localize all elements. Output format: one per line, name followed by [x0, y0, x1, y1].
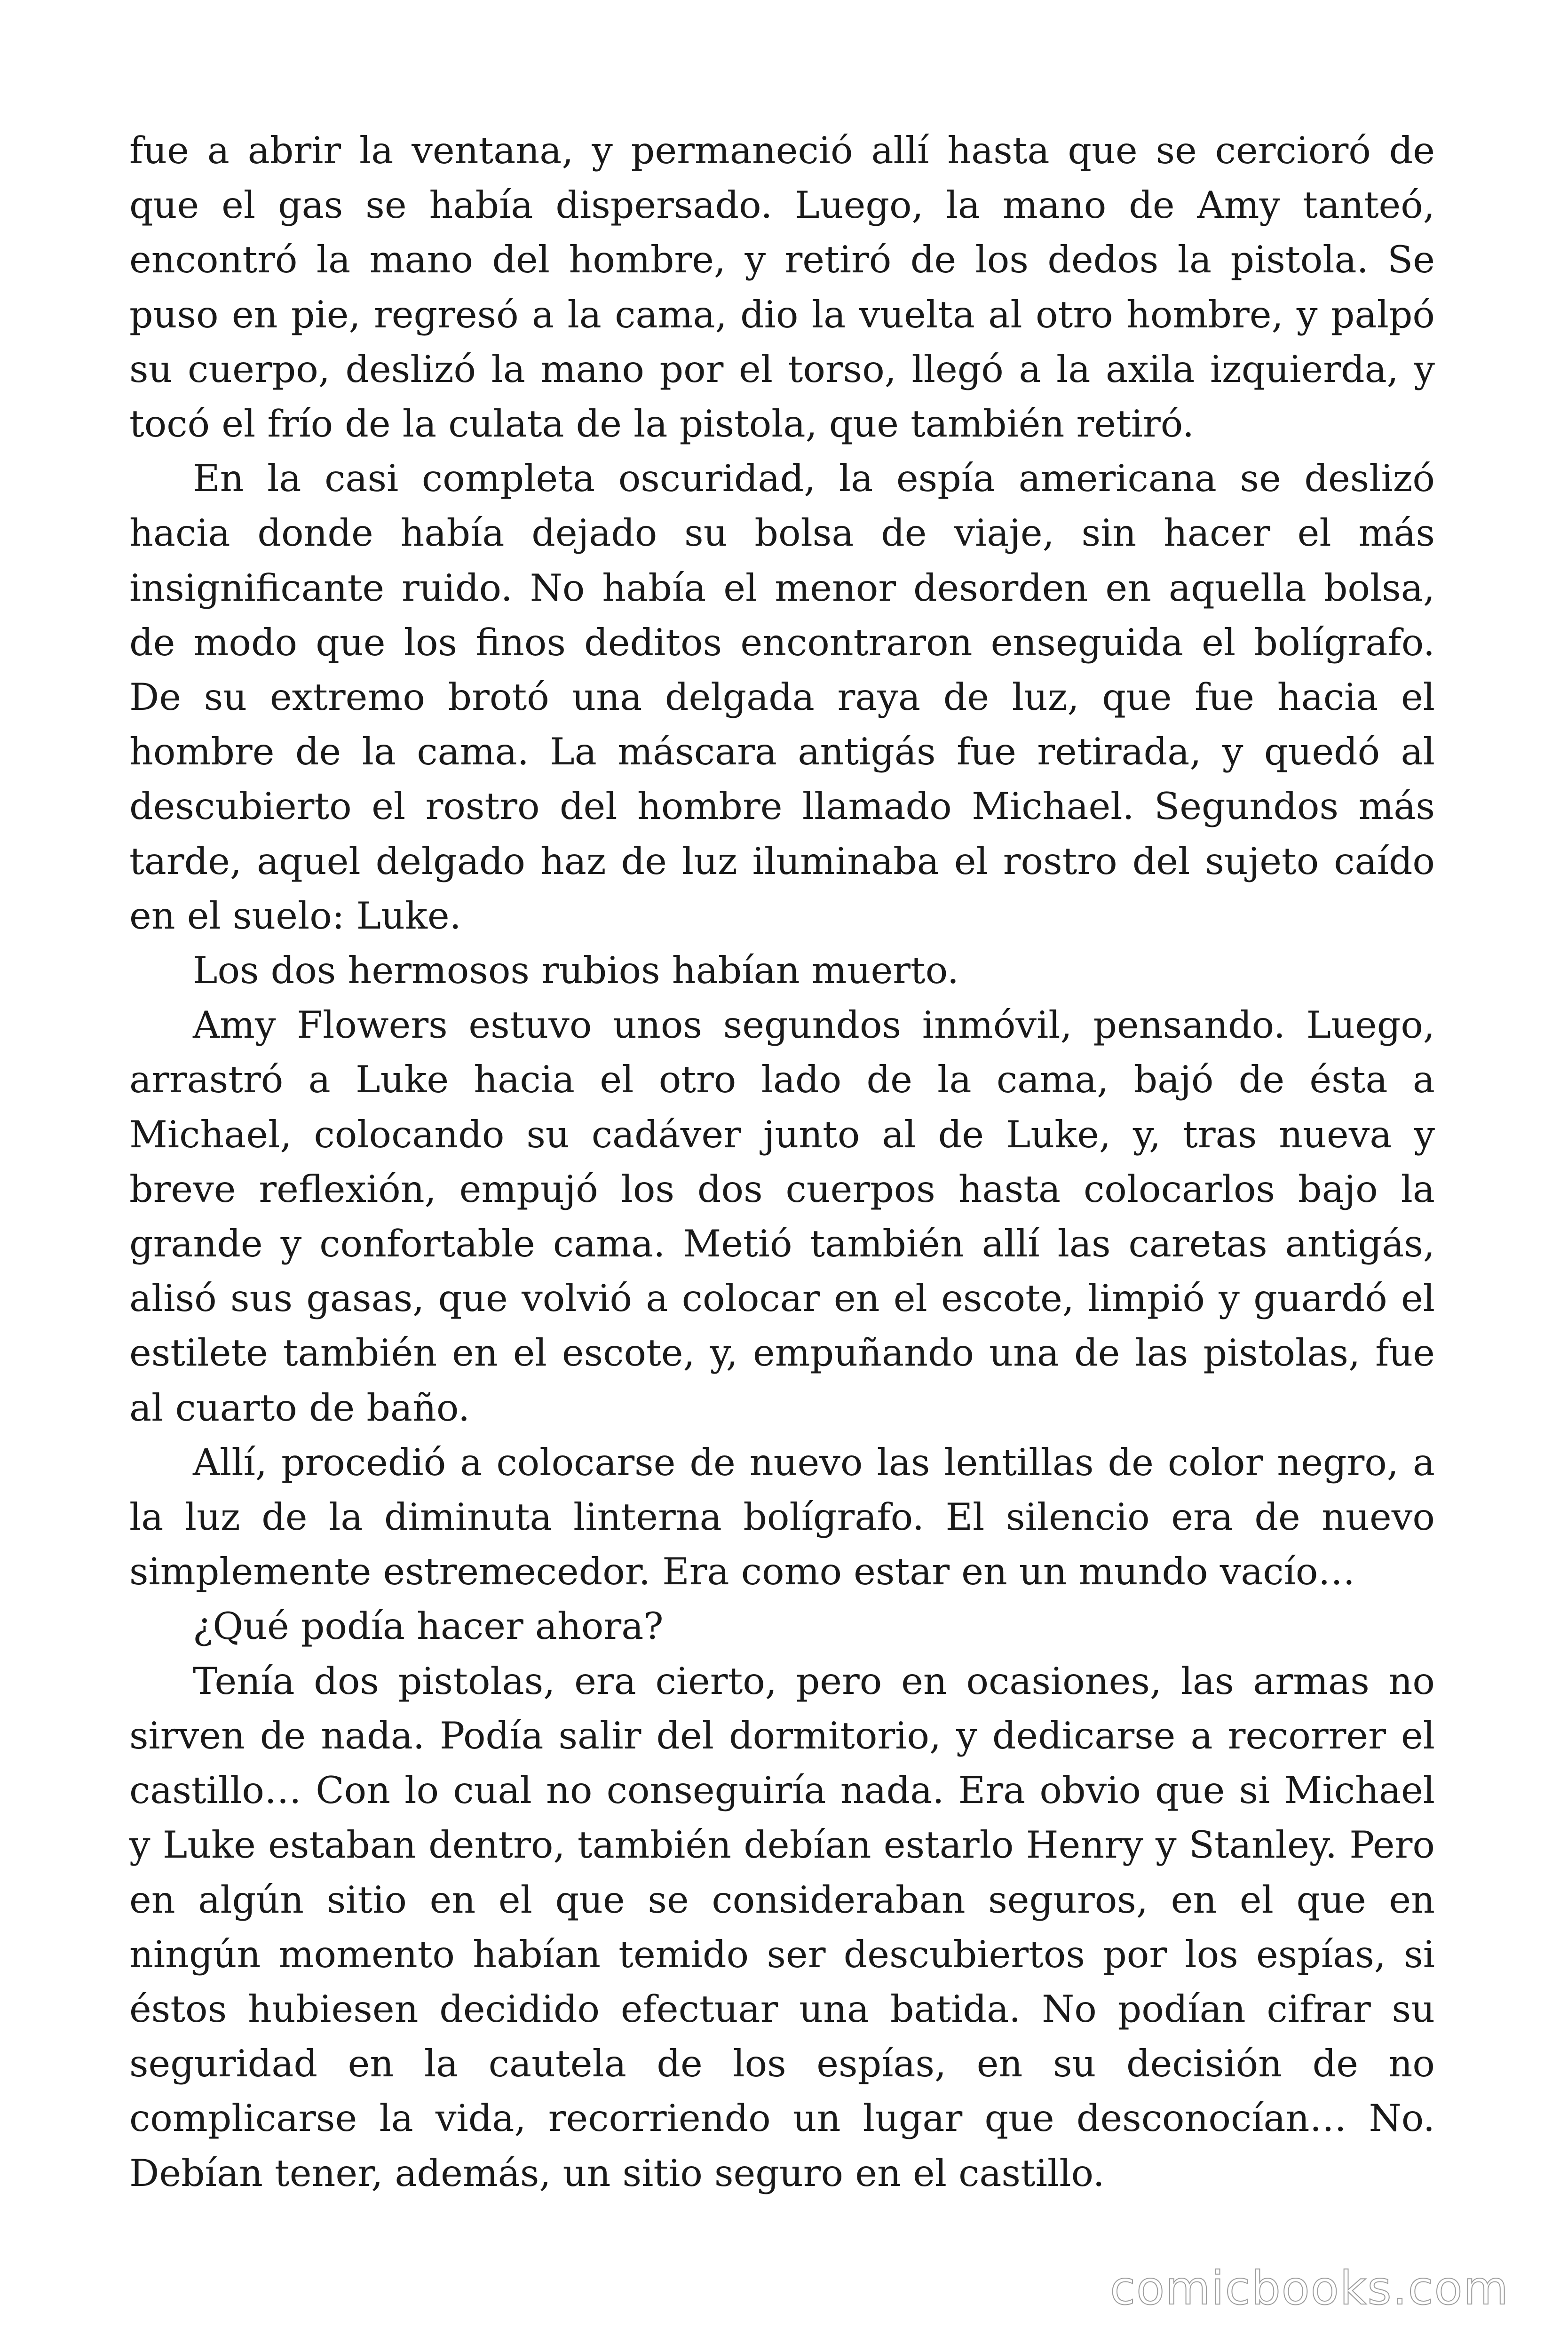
body-text [129, 123, 1435, 2201]
paragraph-7: Tenía dos pistolas, era cierto, pero en ocasiones, las armas no sirven de nada. Podía salir del dormitorio, y dedicarse a recorrer el castillo… Con lo cual no conseguiría nada. Era obvio que si Michael y Luke estaban dentro, también debían estarlo Henry y Stanley. Pero en algún sitio en el que se consideraban seguros, en el que en ningún momento habían temido ser descubiertos por los espías, si éstos hubiesen decidido efectuar una batida. No podían cifrar su seguridad en la cautela de los espías, en su decisión de no complicarse la vida, recorriendo un lugar que desconocían… No. Debían tener, además, un sitio seguro en el castillo. [129, 1659, 1435, 2195]
paragraph-6: ¿Qué podía hacer ahora? [193, 1605, 664, 1648]
paragraph-3: Los dos hermosos rubios habían muerto. [193, 949, 959, 993]
paragraph-1: fue a abrir la ventana, y permaneció allí hasta que se cercioró de que el gas se había dispersado. Luego, la mano de Amy tanteó, encontró la mano del hombre, y retiró de los dedos la pistola. Se puso en pie, regresó a la cama, dio la vuelta al otro hombre, y palpó su cuerpo, deslizó la mano por el torso, llegó a la axila izquierda, y tocó el frío de la culata de la pistola, que también retiró. [129, 129, 1435, 446]
watermark: comicbooks.com [1110, 2262, 1509, 2315]
paragraph-2: En la casi completa oscuridad, la espía americana se deslizó hacia donde había dejado su bolsa de viaje, sin hacer el más insignificante ruido. No había el menor desorden en aquella bolsa, de modo que los finos deditos encontraron enseguida el bolígrafo. De su extremo brotó una delgada raya de luz, que fue hacia el hombre de la cama. La máscara antigás fue retirada, y quedó al descubierto el rostro del hombre llamado Michael. Segundos más tarde, aquel delgado haz de luz iluminaba el rostro del sujeto caído en el suelo: Luke. [129, 457, 1435, 938]
paragraph-5: Allí, procedió a colocarse de nuevo las lentillas de color negro, a la luz de la diminuta linterna bolígrafo. El silencio era de nuevo simplemente estremecedor. Era como estar en un mundo vacío… [129, 1440, 1435, 1594]
paragraph-4: Amy Flowers estuvo unos segundos inmóvil, pensando. Luego, arrastró a Luke hacia el otro lado de la cama, bajó de ésta a Michael, colocando su cadáver junto al de Luke, y, tras nueva y breve reflexión, empujó los dos cuerpos hasta colocarlos bajo la grande y confortable cama. Metió también allí las caretas antigás, alisó sus gasas, que volvió a colocar en el escote, limpió y guardó el estilete también en el escote, y, empuñando una de las pistolas, fue al cuarto de baño. [129, 1003, 1435, 1430]
